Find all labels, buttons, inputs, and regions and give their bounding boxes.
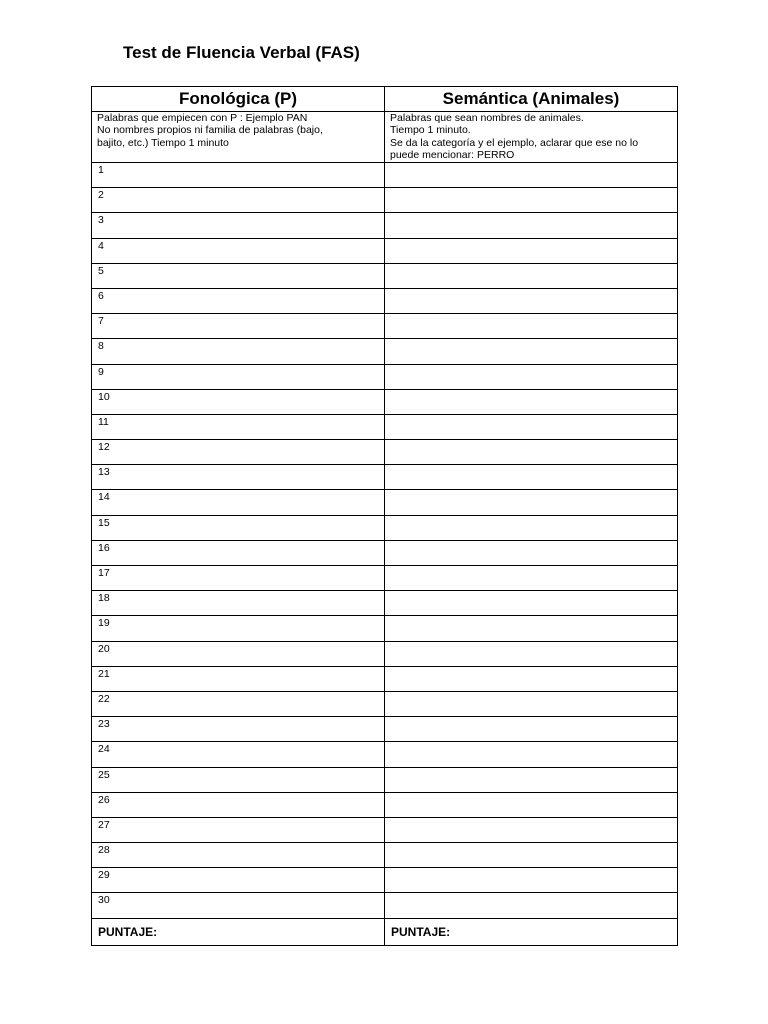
instructions-row	[92, 112, 678, 163]
answer-cell-phonological[interactable]	[92, 843, 385, 868]
score-row	[92, 918, 678, 945]
answer-cell-semantic[interactable]	[385, 717, 678, 742]
row-number: 21	[98, 667, 110, 680]
table-row	[92, 339, 678, 364]
row-number: 2	[98, 189, 104, 202]
instructions-semantic	[385, 112, 678, 163]
row-number: 28	[98, 844, 110, 857]
table-row	[92, 641, 678, 666]
table-row	[92, 691, 678, 716]
answer-cell-phonological[interactable]	[92, 515, 385, 540]
instruction-line: Tiempo 1 minuto.	[390, 124, 471, 137]
instruction-line: Se da la categoría y el ejemplo, aclarar que ese no lo	[390, 136, 639, 149]
answer-cell-phonological[interactable]	[92, 868, 385, 893]
table-row	[92, 792, 678, 817]
answer-cell-phonological[interactable]	[92, 440, 385, 465]
answer-cell-semantic[interactable]	[385, 163, 678, 188]
answer-cell-semantic[interactable]	[385, 414, 678, 439]
answer-cell-semantic[interactable]	[385, 490, 678, 515]
answer-cell-semantic[interactable]	[385, 364, 678, 389]
answer-cell-phonological[interactable]	[92, 792, 385, 817]
answer-cell-semantic[interactable]	[385, 843, 678, 868]
table-row	[92, 288, 678, 313]
table-row	[92, 591, 678, 616]
fluency-test-table	[91, 86, 678, 946]
answer-cell-semantic[interactable]	[385, 213, 678, 238]
row-number: 8	[98, 340, 104, 353]
answer-cell-semantic[interactable]	[385, 440, 678, 465]
answer-cell-semantic[interactable]	[385, 691, 678, 716]
answer-cell-phonological[interactable]	[92, 893, 385, 918]
table-row	[92, 767, 678, 792]
answer-cell-phonological[interactable]	[92, 188, 385, 213]
row-number: 13	[98, 466, 110, 479]
answer-cell-phonological[interactable]	[92, 641, 385, 666]
answer-cell-phonological[interactable]	[92, 540, 385, 565]
table-row	[92, 213, 678, 238]
answer-cell-phonological[interactable]	[92, 691, 385, 716]
row-number: 29	[98, 869, 110, 882]
answer-cell-semantic[interactable]	[385, 515, 678, 540]
row-number: 11	[98, 415, 109, 428]
row-number: 9	[98, 365, 104, 378]
row-number: 3	[98, 214, 104, 227]
answer-cell-phonological[interactable]	[92, 389, 385, 414]
row-number: 16	[98, 541, 110, 554]
answer-cell-phonological[interactable]	[92, 817, 385, 842]
row-number: 30	[98, 894, 110, 907]
row-number: 10	[98, 390, 110, 403]
answer-cell-semantic[interactable]	[385, 641, 678, 666]
instruction-line: No nombres propios ni familia de palabras (bajo,	[97, 124, 323, 137]
score-label-phonological: PUNTAJE:	[92, 918, 385, 945]
table-row	[92, 314, 678, 339]
answer-cell-semantic[interactable]	[385, 540, 678, 565]
row-number: 12	[98, 441, 110, 454]
answer-cell-phonological[interactable]	[92, 314, 385, 339]
row-number: 1	[98, 164, 104, 176]
answer-cell-phonological[interactable]	[92, 288, 385, 313]
answer-cell-semantic[interactable]	[385, 817, 678, 842]
answer-cell-semantic[interactable]	[385, 339, 678, 364]
table-row	[92, 414, 678, 439]
answer-cell-semantic[interactable]	[385, 616, 678, 641]
table-row	[92, 490, 678, 515]
answer-cell-semantic[interactable]	[385, 742, 678, 767]
answer-cell-phonological[interactable]	[92, 238, 385, 263]
table-row	[92, 540, 678, 565]
row-number: 14	[98, 491, 110, 504]
answer-cell-phonological[interactable]	[92, 566, 385, 591]
answer-cell-phonological[interactable]	[92, 163, 385, 188]
answer-cell-semantic[interactable]	[385, 868, 678, 893]
answer-cell-phonological[interactable]	[92, 263, 385, 288]
table-row	[92, 515, 678, 540]
table-row	[92, 163, 678, 188]
answer-cell-phonological[interactable]	[92, 717, 385, 742]
answer-cell-semantic[interactable]	[385, 893, 678, 918]
answer-cell-phonological[interactable]	[92, 414, 385, 439]
answer-cell-phonological[interactable]	[92, 490, 385, 515]
answer-cell-semantic[interactable]	[385, 238, 678, 263]
answer-cell-semantic[interactable]	[385, 389, 678, 414]
row-number: 5	[98, 264, 104, 277]
row-number: 20	[98, 642, 110, 655]
table-row	[92, 666, 678, 691]
table-row	[92, 263, 678, 288]
row-number: 25	[98, 768, 110, 781]
table-row	[92, 440, 678, 465]
answer-cell-semantic[interactable]	[385, 465, 678, 490]
row-number: 15	[98, 516, 110, 529]
table-row	[92, 742, 678, 767]
answer-cell-phonological[interactable]	[92, 364, 385, 389]
document-title: Test de Fluencia Verbal (FAS)	[123, 43, 360, 62]
instruction-line: Palabras que sean nombres de animales.	[390, 112, 584, 124]
answer-cell-semantic[interactable]	[385, 767, 678, 792]
instruction-line: puede mencionar: PERRO	[390, 149, 515, 162]
row-number: 6	[98, 289, 104, 302]
row-number: 24	[98, 743, 110, 756]
table-row	[92, 843, 678, 868]
table-row	[92, 616, 678, 641]
answer-cell-semantic[interactable]	[385, 288, 678, 313]
row-number: 19	[98, 617, 110, 630]
answer-cell-phonological[interactable]	[92, 616, 385, 641]
answer-cell-semantic[interactable]	[385, 188, 678, 213]
answer-cell-semantic[interactable]	[385, 566, 678, 591]
answer-cell-semantic[interactable]	[385, 591, 678, 616]
table-row	[92, 717, 678, 742]
row-number: 22	[98, 692, 110, 705]
table-row	[92, 566, 678, 591]
table-row	[92, 893, 678, 918]
answer-cell-phonological[interactable]	[92, 767, 385, 792]
table-row	[92, 868, 678, 893]
answer-cell-phonological[interactable]	[92, 591, 385, 616]
answer-cell-semantic[interactable]	[385, 263, 678, 288]
table-row	[92, 817, 678, 842]
column-header-phonological: Fonológica (P)	[92, 87, 385, 112]
table-header-row	[92, 87, 678, 112]
column-header-semantic: Semántica (Animales)	[385, 87, 678, 112]
row-number: 4	[98, 239, 104, 252]
row-number: 23	[98, 718, 110, 731]
table-row	[92, 238, 678, 263]
row-number: 27	[98, 818, 110, 831]
answer-cell-phonological[interactable]	[92, 339, 385, 364]
instruction-line: bajito, etc.) Tiempo 1 minuto	[97, 136, 229, 149]
table-row	[92, 389, 678, 414]
answer-cell-semantic[interactable]	[385, 314, 678, 339]
table-row	[92, 188, 678, 213]
answer-cell-semantic[interactable]	[385, 666, 678, 691]
row-number: 26	[98, 793, 110, 806]
answer-cell-phonological[interactable]	[92, 666, 385, 691]
instructions-phonological	[92, 112, 385, 163]
instruction-line: Palabras que empiecen con P : Ejemplo PAN	[97, 112, 308, 124]
score-label-semantic: PUNTAJE:	[385, 918, 678, 945]
table-row	[92, 364, 678, 389]
row-number: 17	[98, 567, 110, 579]
row-number: 7	[98, 315, 104, 328]
answer-cell-semantic[interactable]	[385, 792, 678, 817]
answer-cell-phonological[interactable]	[92, 742, 385, 767]
row-number: 18	[98, 592, 110, 605]
answer-cell-phonological[interactable]	[92, 465, 385, 490]
answer-cell-phonological[interactable]	[92, 213, 385, 238]
table-row	[92, 465, 678, 490]
